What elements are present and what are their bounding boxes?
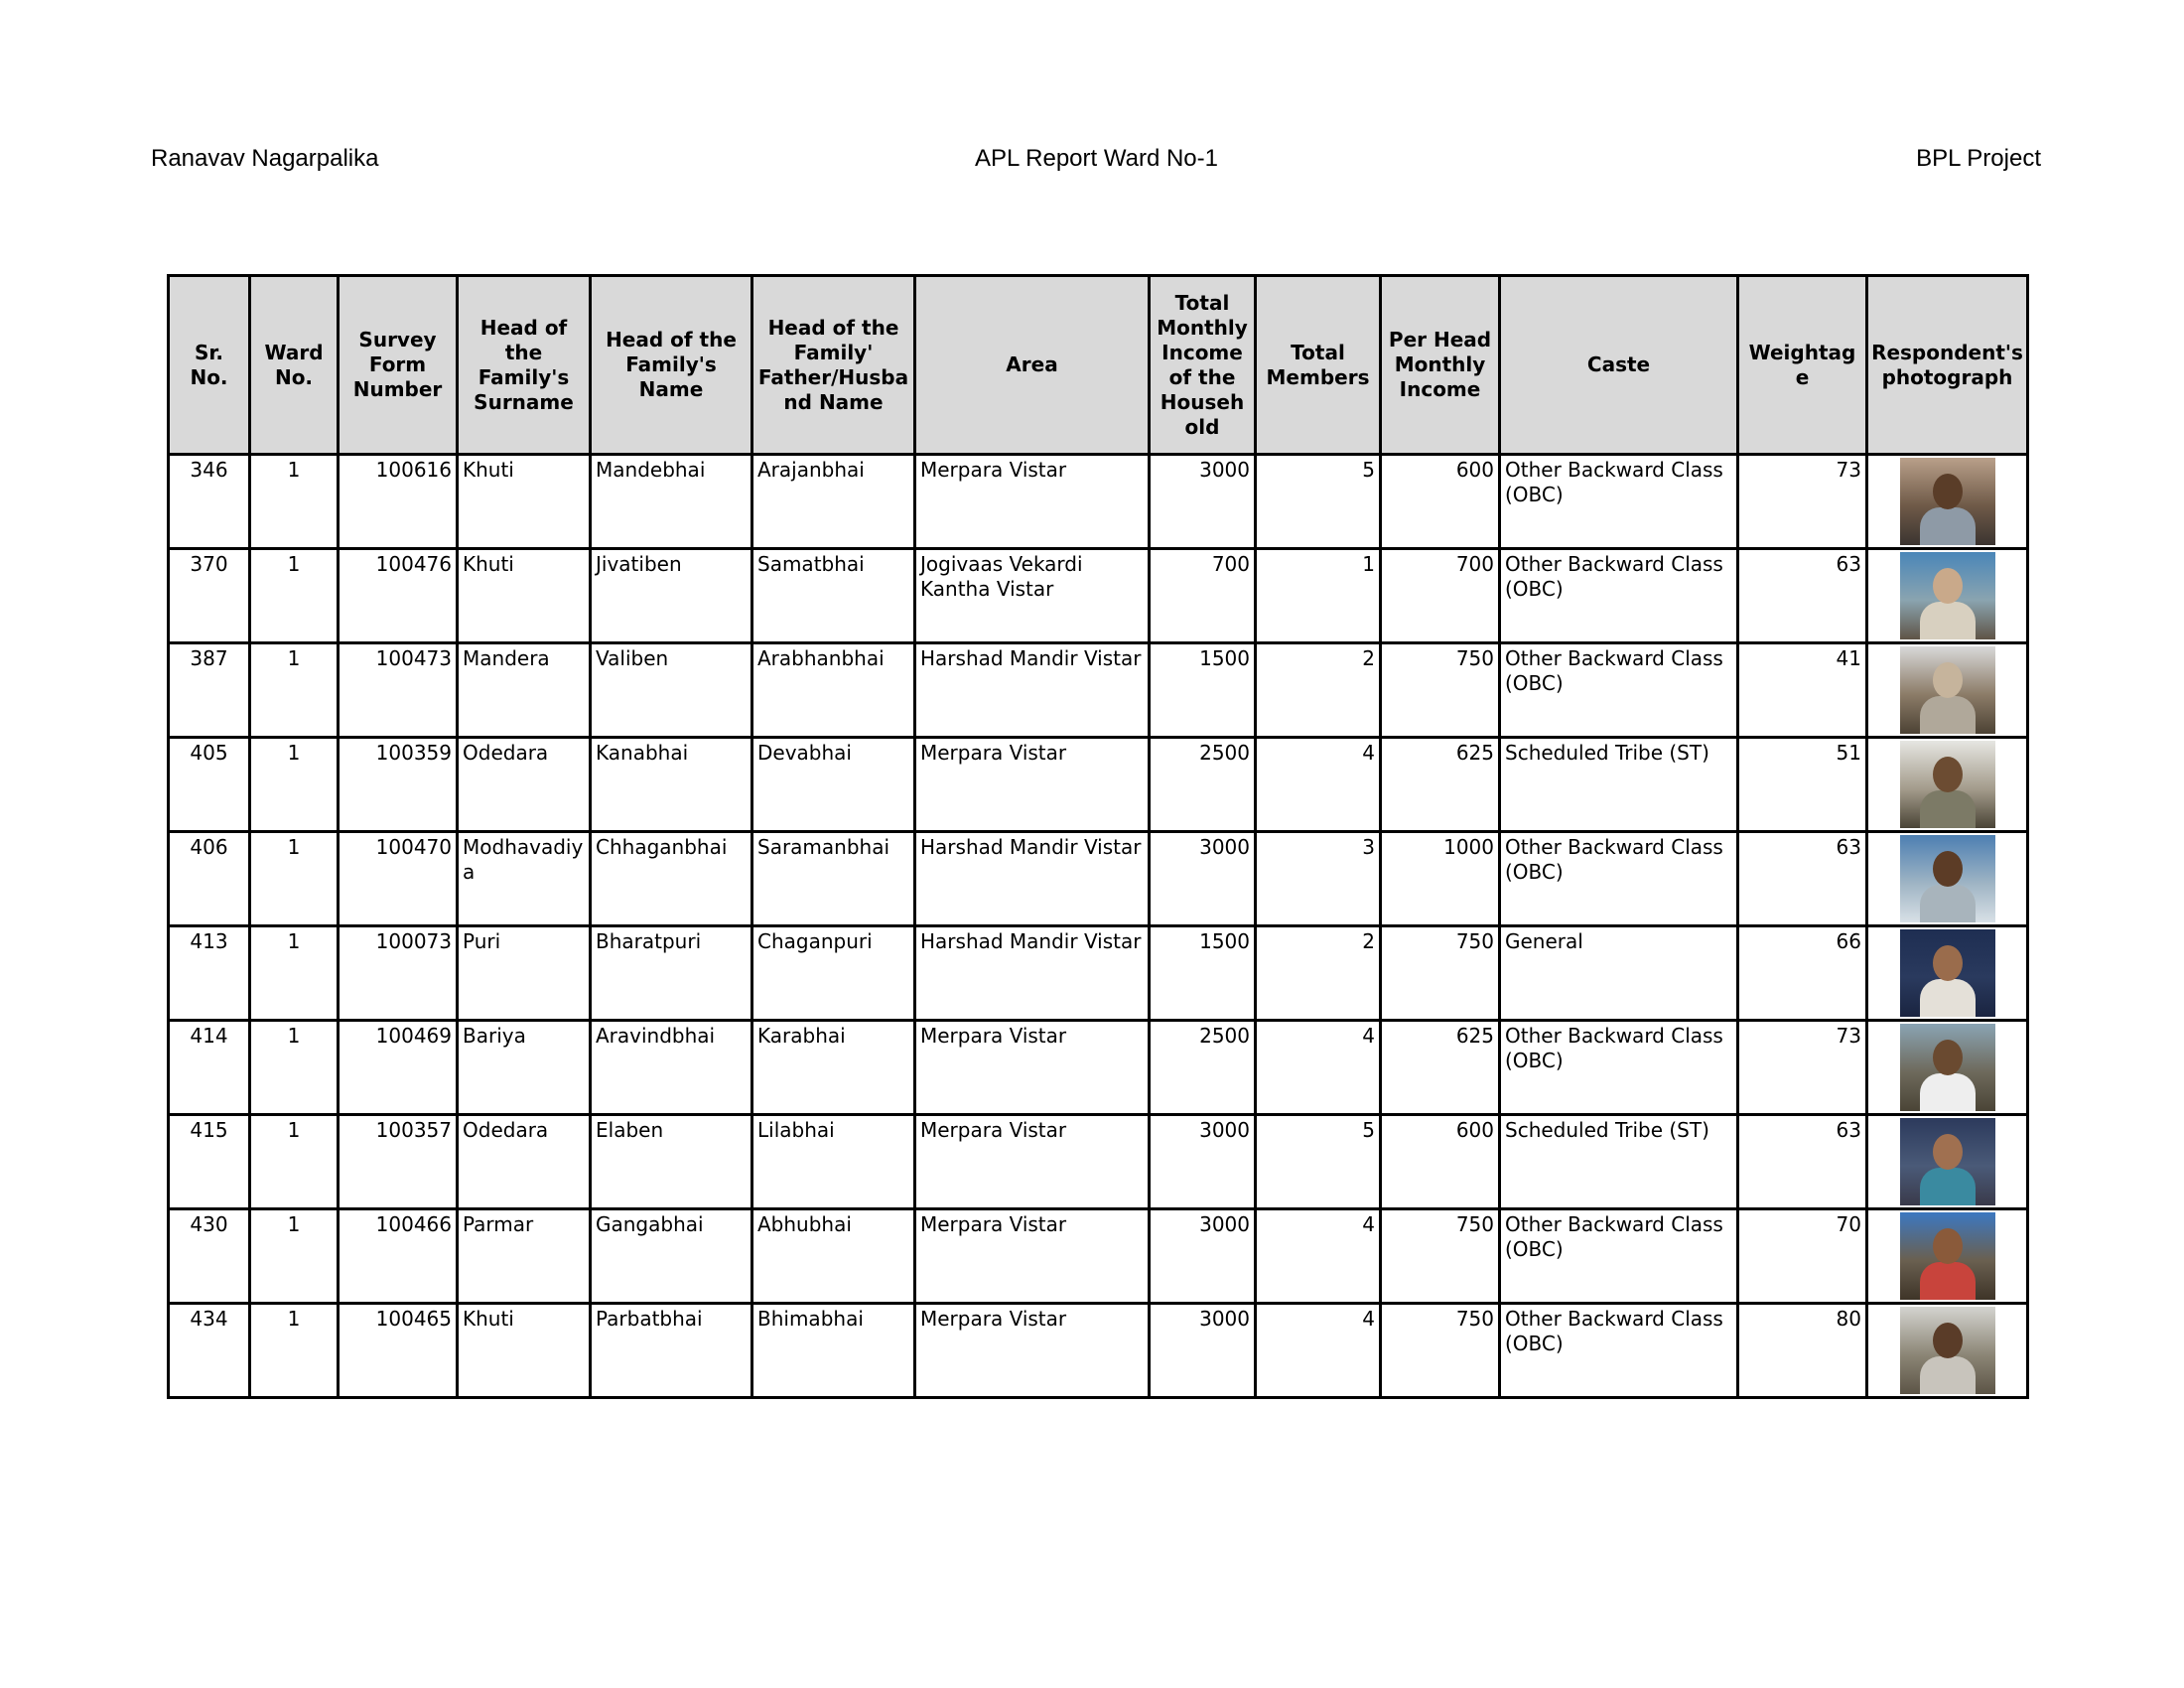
caste-cell: Other Backward Class (OBC) [1500,643,1738,738]
father-husband-name-cell: Devabhai [752,738,915,832]
weightage-cell: 51 [1738,738,1867,832]
caste-cell: Other Backward Class (OBC) [1500,1209,1738,1304]
area-cell: Merpara Vistar [915,455,1150,549]
sr-no-cell: 413 [169,926,250,1021]
caste-cell: Other Backward Class (OBC) [1500,1021,1738,1115]
weightage-cell: 41 [1738,643,1867,738]
surname-cell: Odedara [458,738,591,832]
respondent-photo [1900,552,1995,639]
father-husband-name-cell: Chaganpuri [752,926,915,1021]
weightage-cell: 66 [1738,926,1867,1021]
table-row [169,549,2028,643]
head-name-cell: Bharatpuri [591,926,752,1021]
sr-no-cell: 414 [169,1021,250,1115]
total-income-cell: 3000 [1150,1304,1256,1398]
survey-form-number-cell: 100469 [339,1021,458,1115]
per-head-income-cell: 750 [1381,1304,1500,1398]
head-name-cell: Jivatiben [591,549,752,643]
ward-no-cell: 1 [250,549,339,643]
table-row [169,1021,2028,1115]
ward-no-cell: 1 [250,1115,339,1209]
column-header: Caste [1500,276,1738,455]
survey-form-number-cell: 100465 [339,1304,458,1398]
total-members-cell: 4 [1256,1304,1381,1398]
ward-no-cell: 1 [250,643,339,738]
area-cell: Jogivaas Vekardi Kantha Vistar [915,549,1150,643]
area-cell: Harshad Mandir Vistar [915,926,1150,1021]
respondent-photo [1900,646,1995,734]
organization-name: Ranavav Nagarpalika [151,145,379,172]
photo-cell [1867,455,2028,549]
column-header: Head of the Family' Father/Husband Name [752,276,915,455]
area-cell: Merpara Vistar [915,738,1150,832]
ward-no-cell: 1 [250,926,339,1021]
father-husband-name-cell: Bhimabhai [752,1304,915,1398]
caste-cell: Scheduled Tribe (ST) [1500,1115,1738,1209]
sr-no-cell: 406 [169,832,250,926]
respondent-photo [1900,1212,1995,1300]
table-header-row [169,276,2028,455]
sr-no-cell: 405 [169,738,250,832]
survey-form-number-cell: 100470 [339,832,458,926]
table-body [169,455,2028,1398]
head-name-cell: Valiben [591,643,752,738]
column-header: Head of the Family's Surname [458,276,591,455]
table-row [169,643,2028,738]
head-name-cell: Elaben [591,1115,752,1209]
total-income-cell: 2500 [1150,1021,1256,1115]
weightage-cell: 70 [1738,1209,1867,1304]
ward-no-cell: 1 [250,1209,339,1304]
head-name-cell: Mandebhai [591,455,752,549]
column-header: Per Head Monthly Income [1381,276,1500,455]
report-title: APL Report Ward No-1 [975,145,1218,172]
weightage-cell: 73 [1738,455,1867,549]
father-husband-name-cell: Karabhai [752,1021,915,1115]
total-members-cell: 3 [1256,832,1381,926]
table-row [169,926,2028,1021]
total-income-cell: 3000 [1150,1209,1256,1304]
per-head-income-cell: 750 [1381,643,1500,738]
total-members-cell: 5 [1256,1115,1381,1209]
per-head-income-cell: 600 [1381,455,1500,549]
respondent-photo [1900,835,1995,922]
photo-cell [1867,549,2028,643]
head-name-cell: Chhaganbhai [591,832,752,926]
column-header: Weightage [1738,276,1867,455]
area-cell: Merpara Vistar [915,1115,1150,1209]
respondent-photo [1900,1307,1995,1394]
total-income-cell: 3000 [1150,832,1256,926]
total-members-cell: 2 [1256,643,1381,738]
surname-cell: Modhavadiya [458,832,591,926]
father-husband-name-cell: Lilabhai [752,1115,915,1209]
head-name-cell: Gangabhai [591,1209,752,1304]
column-header: Total Members [1256,276,1381,455]
weightage-cell: 63 [1738,1115,1867,1209]
sr-no-cell: 387 [169,643,250,738]
head-name-cell: Parbatbhai [591,1304,752,1398]
surname-cell: Khuti [458,549,591,643]
photo-cell [1867,1021,2028,1115]
total-income-cell: 1500 [1150,643,1256,738]
father-husband-name-cell: Saramanbhai [752,832,915,926]
area-cell: Merpara Vistar [915,1304,1150,1398]
caste-cell: Other Backward Class (OBC) [1500,549,1738,643]
column-header: Total Monthly Income of the Household [1150,276,1256,455]
apl-report-table [167,274,2029,1399]
respondent-photo [1900,929,1995,1017]
page-header [151,145,2041,181]
ward-no-cell: 1 [250,455,339,549]
father-husband-name-cell: Arabhanbhai [752,643,915,738]
total-income-cell: 3000 [1150,1115,1256,1209]
column-header: Ward No. [250,276,339,455]
weightage-cell: 63 [1738,832,1867,926]
area-cell: Merpara Vistar [915,1209,1150,1304]
total-income-cell: 3000 [1150,455,1256,549]
surname-cell: Khuti [458,1304,591,1398]
sr-no-cell: 346 [169,455,250,549]
total-income-cell: 700 [1150,549,1256,643]
surname-cell: Puri [458,926,591,1021]
photo-cell [1867,1209,2028,1304]
total-income-cell: 2500 [1150,738,1256,832]
column-header: Head of the Family's Name [591,276,752,455]
ward-no-cell: 1 [250,832,339,926]
total-members-cell: 4 [1256,1021,1381,1115]
table-row [169,1304,2028,1398]
table-row [169,455,2028,549]
father-husband-name-cell: Arajanbhai [752,455,915,549]
survey-form-number-cell: 100357 [339,1115,458,1209]
survey-form-number-cell: 100476 [339,549,458,643]
area-cell: Merpara Vistar [915,1021,1150,1115]
photo-cell [1867,643,2028,738]
column-header: Sr. No. [169,276,250,455]
per-head-income-cell: 600 [1381,1115,1500,1209]
table-row [169,1209,2028,1304]
weightage-cell: 63 [1738,549,1867,643]
total-members-cell: 5 [1256,455,1381,549]
father-husband-name-cell: Samatbhai [752,549,915,643]
surname-cell: Bariya [458,1021,591,1115]
total-members-cell: 4 [1256,1209,1381,1304]
survey-form-number-cell: 100616 [339,455,458,549]
respondent-photo [1900,741,1995,828]
column-header: Respondent's photograph [1867,276,2028,455]
sr-no-cell: 415 [169,1115,250,1209]
per-head-income-cell: 700 [1381,549,1500,643]
photo-cell [1867,738,2028,832]
head-name-cell: Kanabhai [591,738,752,832]
per-head-income-cell: 625 [1381,1021,1500,1115]
survey-form-number-cell: 100073 [339,926,458,1021]
ward-no-cell: 1 [250,1304,339,1398]
area-cell: Harshad Mandir Vistar [915,643,1150,738]
photo-cell [1867,1304,2028,1398]
sr-no-cell: 430 [169,1209,250,1304]
respondent-photo [1900,1118,1995,1205]
caste-cell: Other Backward Class (OBC) [1500,1304,1738,1398]
photo-cell [1867,926,2028,1021]
per-head-income-cell: 1000 [1381,832,1500,926]
project-name: BPL Project [1916,145,2041,172]
caste-cell: Other Backward Class (OBC) [1500,832,1738,926]
survey-form-number-cell: 100466 [339,1209,458,1304]
head-name-cell: Aravindbhai [591,1021,752,1115]
weightage-cell: 80 [1738,1304,1867,1398]
per-head-income-cell: 625 [1381,738,1500,832]
ward-no-cell: 1 [250,1021,339,1115]
per-head-income-cell: 750 [1381,926,1500,1021]
table-row [169,832,2028,926]
total-members-cell: 1 [1256,549,1381,643]
per-head-income-cell: 750 [1381,1209,1500,1304]
sr-no-cell: 370 [169,549,250,643]
respondent-photo [1900,458,1995,545]
caste-cell: Other Backward Class (OBC) [1500,455,1738,549]
photo-cell [1867,832,2028,926]
column-header: Survey Form Number [339,276,458,455]
column-header: Area [915,276,1150,455]
survey-form-number-cell: 100473 [339,643,458,738]
table-row [169,1115,2028,1209]
photo-cell [1867,1115,2028,1209]
caste-cell: General [1500,926,1738,1021]
total-income-cell: 1500 [1150,926,1256,1021]
total-members-cell: 4 [1256,738,1381,832]
weightage-cell: 73 [1738,1021,1867,1115]
respondent-photo [1900,1024,1995,1111]
area-cell: Harshad Mandir Vistar [915,832,1150,926]
ward-no-cell: 1 [250,738,339,832]
surname-cell: Khuti [458,455,591,549]
caste-cell: Scheduled Tribe (ST) [1500,738,1738,832]
surname-cell: Mandera [458,643,591,738]
table-row [169,738,2028,832]
total-members-cell: 2 [1256,926,1381,1021]
father-husband-name-cell: Abhubhai [752,1209,915,1304]
sr-no-cell: 434 [169,1304,250,1398]
surname-cell: Odedara [458,1115,591,1209]
surname-cell: Parmar [458,1209,591,1304]
survey-form-number-cell: 100359 [339,738,458,832]
